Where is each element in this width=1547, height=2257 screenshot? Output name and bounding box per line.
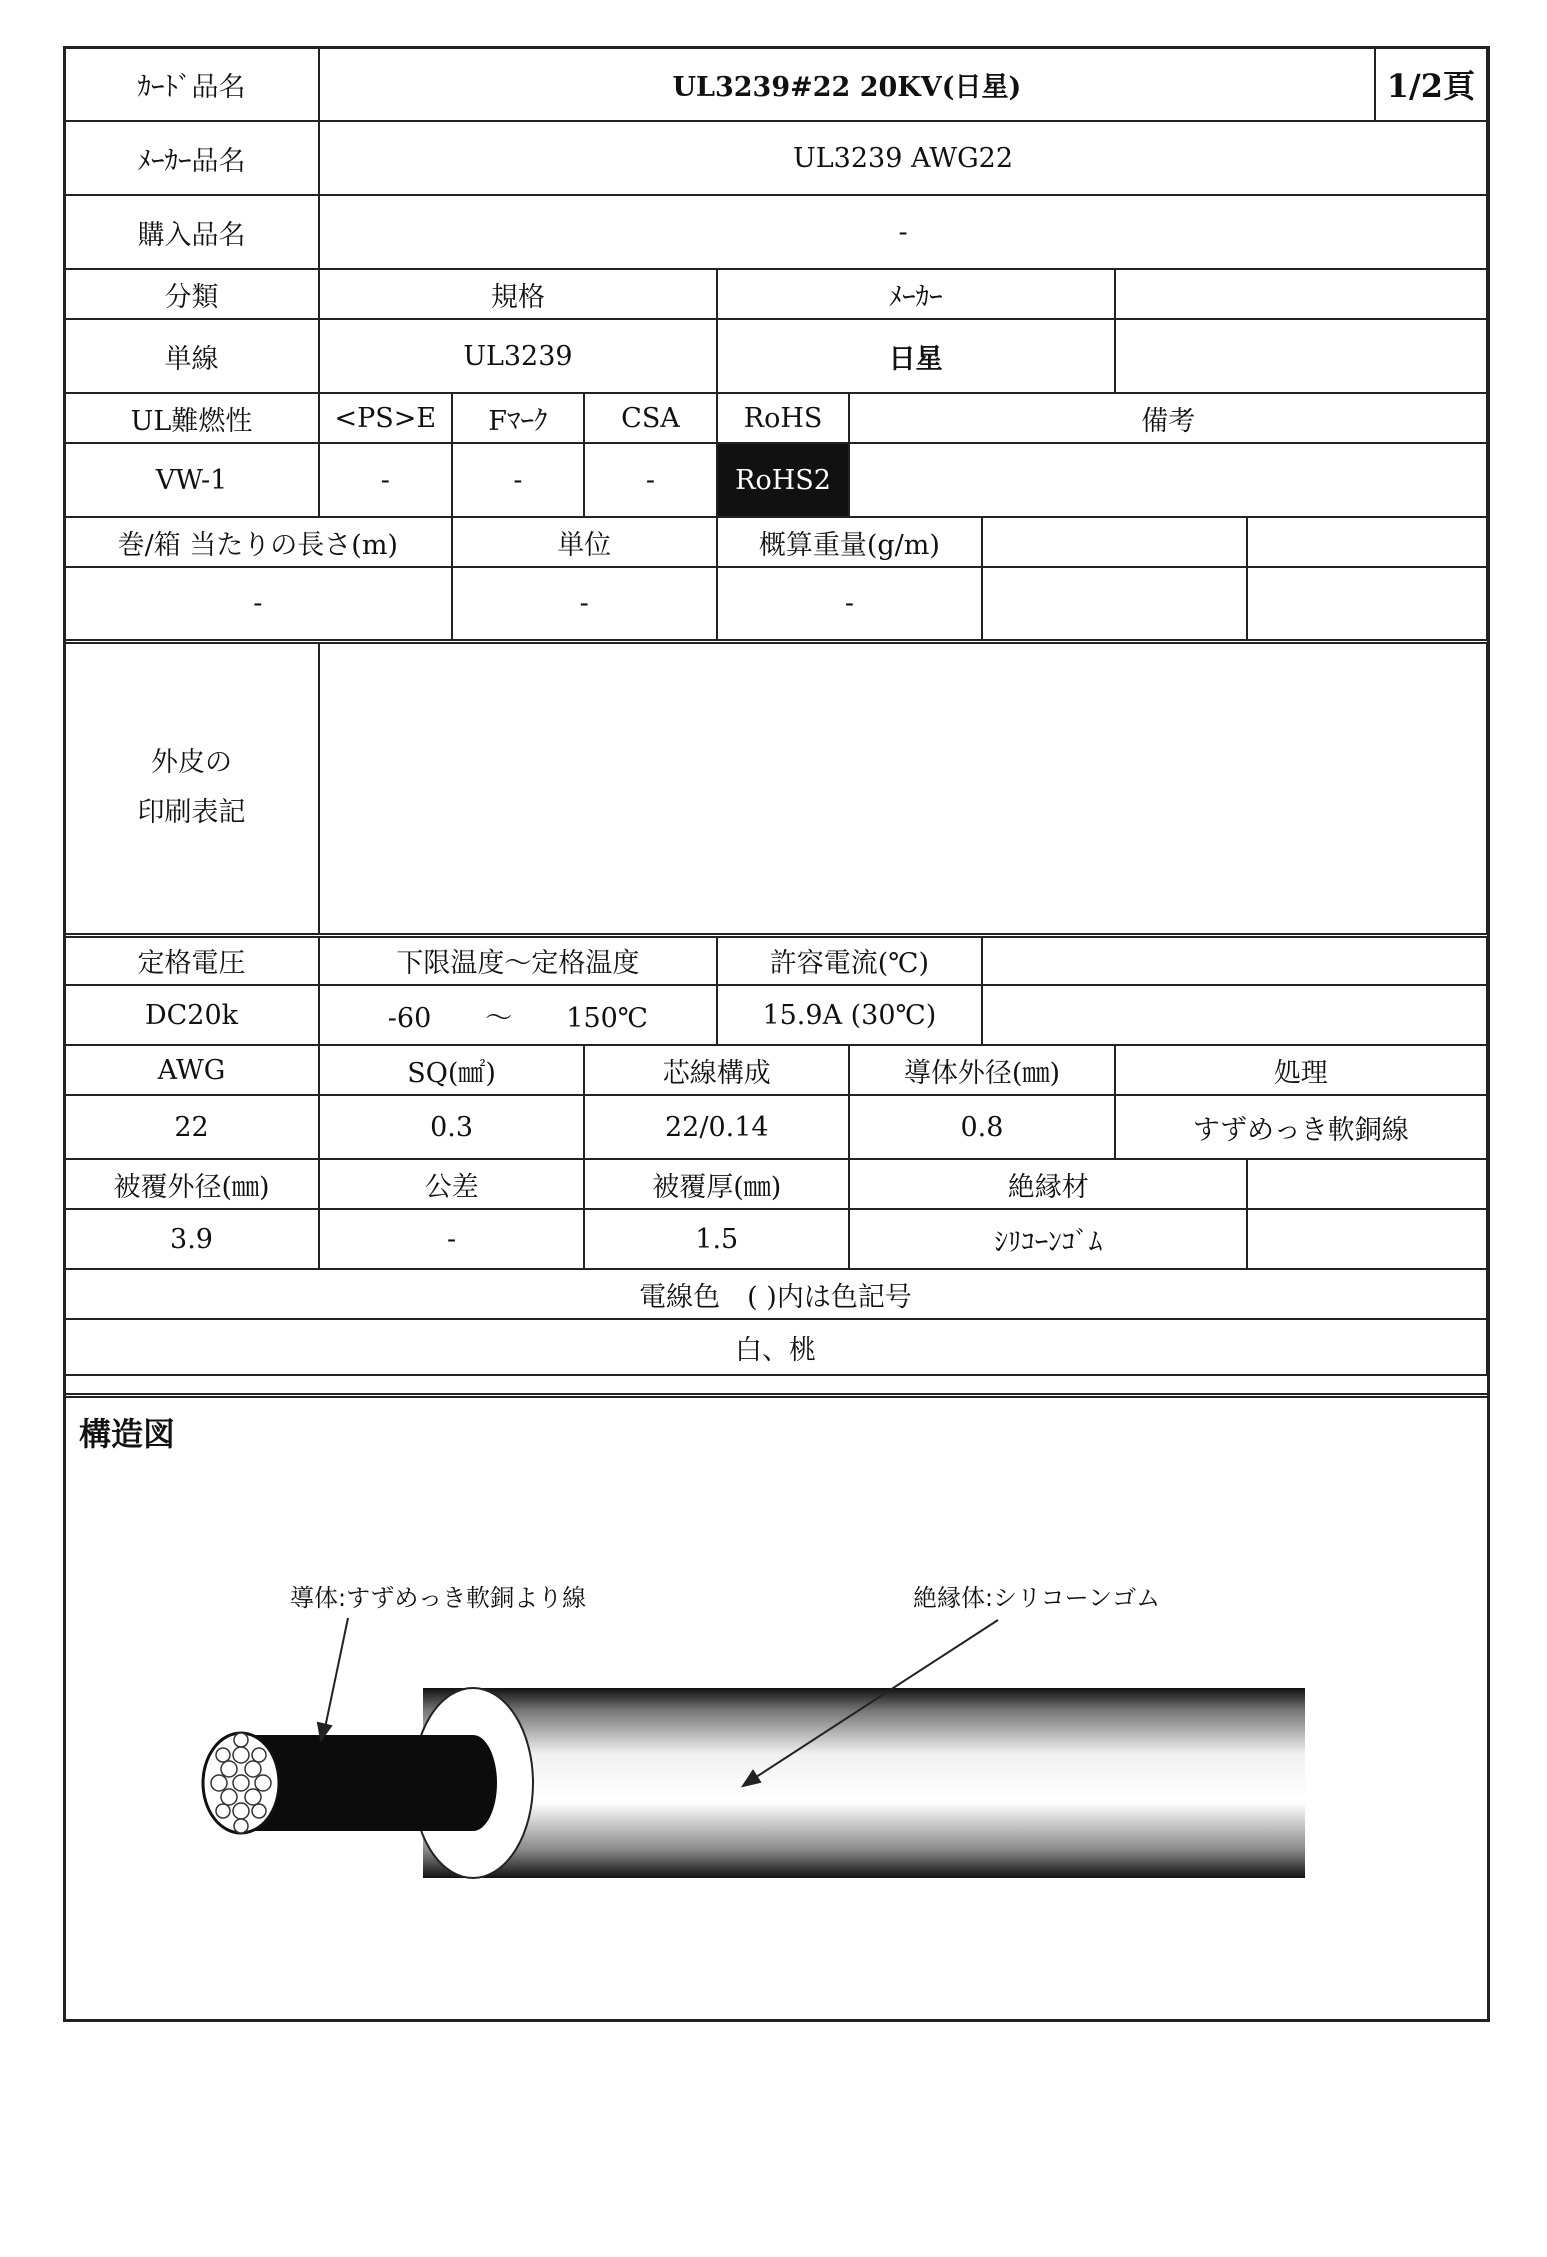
temp-label: 下限温度～定格温度: [319, 935, 717, 985]
insulation-material-label: 絶縁材: [849, 1159, 1247, 1209]
print-label-line1: 外皮の: [151, 747, 232, 778]
purchase-name-value: -: [319, 195, 1487, 269]
ps-e-value: -: [319, 443, 452, 517]
sq-value: 0.3: [319, 1095, 584, 1159]
purchase-name-label: 購入品名: [64, 195, 319, 269]
maker-value: 日星: [717, 319, 1115, 393]
csa-label: CSA: [584, 393, 717, 443]
unit-value: -: [452, 567, 717, 641]
tolerance-value: -: [319, 1209, 584, 1269]
spec-table: [63, 46, 1488, 1376]
length-blank-d: [1247, 567, 1487, 641]
wire-color-label: 電線色 ( )内は色記号: [64, 1269, 1487, 1319]
weight-value: -: [717, 567, 982, 641]
f-mark-label: Fﾏｰｸ: [452, 393, 585, 443]
jacket-thickness-label: 被覆厚(㎜): [584, 1159, 849, 1209]
insulation-callout: 絶縁体:シリコーンゴム: [913, 1584, 1161, 1612]
print-value: [319, 641, 1487, 935]
insulation-jacket: [413, 1688, 1305, 1878]
length-label: 巻/箱 当たりの長さ(m): [64, 517, 452, 567]
length-blank-b: [1247, 517, 1487, 567]
voltage-label: 定格電圧: [64, 935, 319, 985]
card-name-label: ｶｰﾄﾞ品名: [64, 47, 319, 121]
flame-label: UL難燃性: [64, 393, 319, 443]
ratings-blank-1: [982, 935, 1487, 985]
conductor-od-value: 0.8: [849, 1095, 1114, 1159]
weight-label: 概算重量(g/m): [717, 517, 982, 567]
voltage-value: DC20k: [64, 985, 319, 1045]
flame-value: VW-1: [64, 443, 319, 517]
strand-label: 芯線構成: [584, 1045, 849, 1095]
treatment-value: すずめっき軟銅線: [1115, 1095, 1487, 1159]
conductor-od-label: 導体外径(㎜): [849, 1045, 1114, 1095]
awg-label: AWG: [64, 1045, 319, 1095]
print-label: [64, 641, 319, 935]
current-value: 15.9A (30℃): [717, 985, 982, 1045]
maker-name-label: ﾒｰｶｰ品名: [64, 121, 319, 195]
jacket-od-value: 3.9: [64, 1209, 319, 1269]
wire-color-value: 白、桃: [64, 1319, 1487, 1375]
insulation-blank-1: [1247, 1159, 1487, 1209]
classification-blank-2: [1115, 319, 1487, 393]
maker-name-value: UL3239 AWG22: [319, 121, 1487, 195]
temp-value: -60 ～ 150℃: [319, 985, 717, 1045]
length-value: -: [64, 567, 452, 641]
cable-drawing: [63, 1393, 1488, 2013]
conductor-callout: 導体:すずめっき軟銅より線: [290, 1584, 587, 1612]
current-label: 許容電流(℃): [717, 935, 982, 985]
classification-blank-1: [1115, 269, 1487, 319]
standard-value: UL3239: [319, 319, 717, 393]
rohs-label: RoHS: [717, 393, 850, 443]
classification-label: 分類: [64, 269, 319, 319]
insulation-blank-2: [1247, 1209, 1487, 1269]
length-blank-c: [982, 567, 1247, 641]
page-number: 1/2頁: [1375, 47, 1487, 121]
spec-sheet: [63, 46, 1488, 1376]
insulation-material-value: ｼﾘｺｰﾝｺﾞﾑ: [849, 1209, 1247, 1269]
strand-bundle: [203, 1733, 279, 1833]
treatment-label: 処理: [1115, 1045, 1487, 1095]
remarks-label: 備考: [849, 393, 1487, 443]
remarks-value: [849, 443, 1487, 517]
csa-value: -: [584, 443, 717, 517]
structure-section: [63, 1393, 1488, 2016]
standard-label: 規格: [319, 269, 717, 319]
jacket-od-label: 被覆外径(㎜): [64, 1159, 319, 1209]
classification-value: 単線: [64, 319, 319, 393]
maker-label: ﾒｰｶｰ: [717, 269, 1115, 319]
length-blank-a: [982, 517, 1247, 567]
f-mark-value: -: [452, 443, 585, 517]
tolerance-label: 公差: [319, 1159, 584, 1209]
ratings-blank-2: [982, 985, 1487, 1045]
print-label-line2: 印刷表記: [137, 797, 246, 828]
sq-label: SQ(㎟): [319, 1045, 584, 1095]
ps-e-label: <PS>E: [319, 393, 452, 443]
rohs-badge: RoHS2: [717, 443, 850, 517]
unit-label: 単位: [452, 517, 717, 567]
structure-title: 構造図: [79, 1415, 176, 1453]
strand-value: 22/0.14: [584, 1095, 849, 1159]
awg-value: 22: [64, 1095, 319, 1159]
jacket-thickness-value: 1.5: [584, 1209, 849, 1269]
card-name: UL3239#22 20KV(日星): [319, 47, 1375, 121]
